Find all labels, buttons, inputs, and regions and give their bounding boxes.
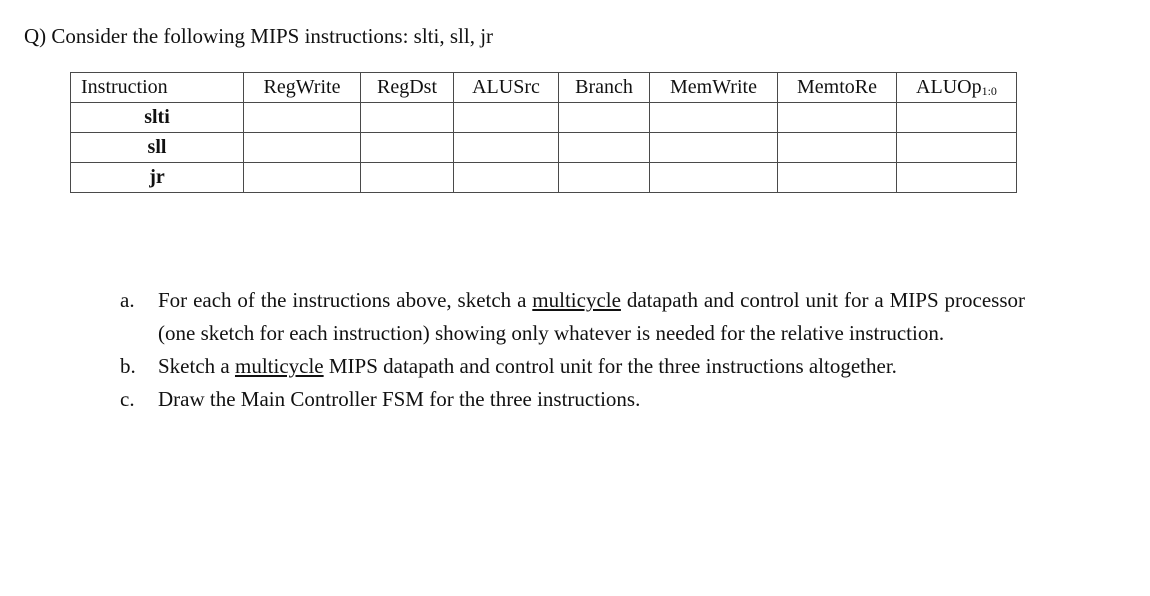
- cell-aluop: [897, 163, 1017, 193]
- cell-aluop: [897, 133, 1017, 163]
- header-instruction: Instruction: [71, 73, 244, 103]
- header-aluop-label: ALUOp: [916, 76, 982, 98]
- table-row: [71, 163, 1017, 193]
- cell-regdst: [361, 163, 454, 193]
- part-a: [120, 284, 1025, 350]
- cell-branch: [559, 103, 650, 133]
- header-memtoreg: MemtoRe: [778, 73, 897, 103]
- row-instruction-jr: jr: [71, 163, 244, 193]
- cell-regdst: [361, 133, 454, 163]
- cell-aluop: [897, 103, 1017, 133]
- part-b-text: [158, 350, 1025, 383]
- header-alusrc: ALUSrc: [454, 73, 559, 103]
- part-a-pre: For each of the instructions above, sketch a: [158, 288, 533, 312]
- table-row: [71, 133, 1017, 163]
- cell-memwrite: [650, 103, 778, 133]
- question-parts-list: [120, 284, 1025, 416]
- part-a-marker: a.: [120, 288, 135, 312]
- part-b-underlined: multicycle: [234, 354, 324, 378]
- cell-regdst: [361, 103, 454, 133]
- part-a-underlined: multicycle: [532, 288, 621, 312]
- part-b: [120, 350, 1025, 383]
- cell-memwrite: [650, 163, 778, 193]
- cell-memtoreg: [778, 103, 897, 133]
- table-row: [71, 103, 1017, 133]
- header-memwrite: MemWrite: [650, 73, 778, 103]
- header-aluop-subscript: 1:0: [981, 84, 997, 98]
- part-a-text: [158, 284, 1025, 350]
- question-prefix: Q) Consider the following MIPS instructions:: [24, 24, 414, 48]
- part-c-text: Draw the Main Controller FSM for the three instructions.: [158, 387, 641, 411]
- cell-regwrite: [244, 103, 361, 133]
- cell-branch: [559, 163, 650, 193]
- part-c-marker: c.: [120, 387, 135, 411]
- header-regdst: RegDst: [361, 73, 454, 103]
- question-instructions: slti, sll, jr: [413, 24, 494, 48]
- cell-regwrite: [244, 133, 361, 163]
- header-branch: Branch: [559, 73, 650, 103]
- cell-alusrc: [454, 103, 559, 133]
- cell-regwrite: [244, 163, 361, 193]
- part-b-pre: Sketch a: [158, 354, 235, 378]
- cell-alusrc: [454, 133, 559, 163]
- header-aluop: [897, 73, 1017, 103]
- question-line: [24, 24, 493, 49]
- cell-memtoreg: [778, 163, 897, 193]
- part-b-marker: b.: [120, 354, 136, 378]
- header-regwrite: RegWrite: [244, 73, 361, 103]
- row-instruction-sll: sll: [71, 133, 244, 163]
- cell-memtoreg: [778, 133, 897, 163]
- cell-branch: [559, 133, 650, 163]
- part-a-post: datapath and control unit for a MIPS processor (one sketch for each instruction) showing only whatever is needed for the relative instruction.: [158, 288, 1025, 345]
- table-header-row: [71, 73, 1017, 103]
- control-signals-table: [70, 72, 1017, 193]
- row-instruction-slti: slti: [71, 103, 244, 133]
- cell-memwrite: [650, 133, 778, 163]
- part-c: [120, 383, 1025, 416]
- part-b-post: MIPS datapath and control unit for the three instructions altogether.: [323, 354, 897, 378]
- cell-alusrc: [454, 163, 559, 193]
